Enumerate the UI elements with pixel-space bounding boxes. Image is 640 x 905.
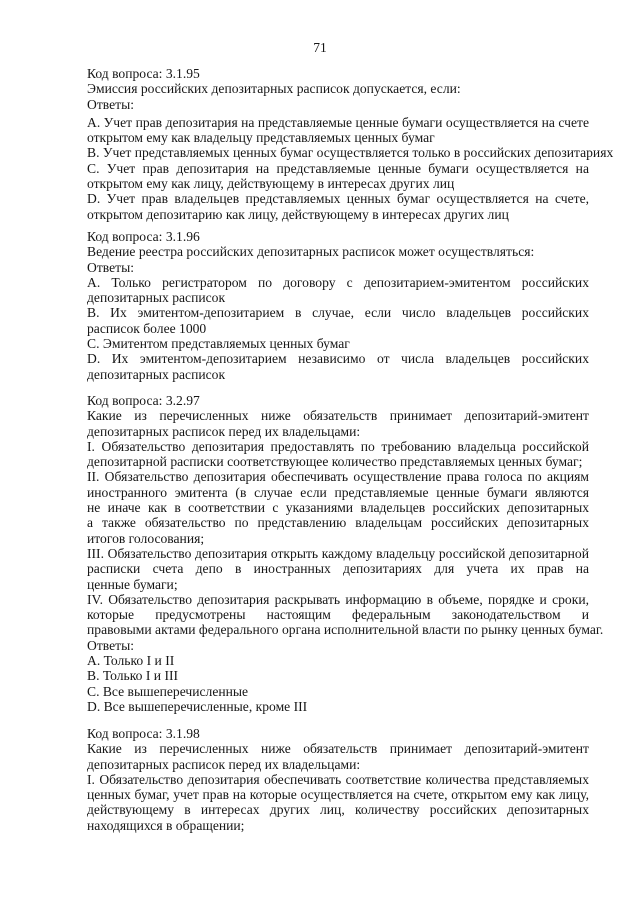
answer-option-b: B. Только I и III: [87, 668, 179, 684]
question-block: [87, 66, 614, 222]
question-code: Код вопроса: 3.1.96: [87, 229, 200, 244]
statement-i: I. Обязательство депозитария предоставлять по требованию владельца российской депозитарной расписки соответствующее количество представляемых ценных бумаг;: [87, 438, 589, 470]
answers-label: Ответы:: [87, 96, 134, 112]
statement-iii: III. Обязательство депозитария открыть каждому владельцу российской депозитарной расписки счета депо в иностранных депозитариях для учета их прав на ценные бумаги;: [87, 545, 589, 592]
question-text: Эмиссия российских депозитарных расписок допускается, если:: [87, 81, 461, 97]
question-block: [87, 393, 604, 714]
answers-label: Ответы:: [87, 259, 134, 275]
answer-option-b: B. Учет представляемых ценных бумаг осуществляется только в российских депозитариях: [87, 145, 614, 161]
question-text: Какие из перечисленных ниже обязательств принимает депозитарий-эмитент депозитарных расписок перед их владельцами:: [87, 408, 589, 439]
question-code: Код вопроса: 3.1.95: [87, 66, 200, 81]
answer-option-d: D. Учет прав владельцев представляемых ценных бумаг осуществляется на счете, открытом депозитарию как лицу, действующему в интересах других лиц: [87, 191, 589, 222]
answer-option-d: D. Все вышеперечисленные, кроме III: [87, 698, 308, 714]
question-code: Код вопроса: 3.1.98: [87, 726, 200, 741]
answer-option-c: C. Учет прав депозитария на представляемые ценные бумаги осуществляется на открытом ему как лицу, действующему в интересах других лиц: [87, 160, 589, 192]
statement-iv: IV. Обязательство депозитария раскрывать информацию в объеме, порядке и сроки, которые предусмотрены настоящим федеральным законодательством и правовыми актами федерального органа исполнительной власти по рынку ценных бумаг.: [87, 591, 604, 638]
answer-option-a: A. Только I и II: [87, 653, 175, 669]
answer-option-c: C. Все вышеперечисленные: [87, 683, 249, 699]
question-block: [87, 229, 589, 382]
question-text: Ведение реестра российских депозитарных расписок может осуществляться:: [87, 244, 535, 260]
question-code: Код вопроса: 3.2.97: [87, 393, 200, 408]
question-block: [87, 726, 589, 833]
answer-option-b: B. Их эмитентом-депозитарием в случае, если число владельцев российских расписок более 1000: [87, 305, 589, 336]
answer-option-d: D. Их эмитентом-депозитарием независимо от числа владельцев российских депозитарных расписок: [87, 351, 589, 382]
statement-ii: II. Обязательство депозитария обеспечивать осуществление права голоса по акциям иностранного эмитента (в случае если представляемые ценные бумаги являются не иначе как в соответствии с указаниями владельцев российских депозитарных а также обязательство по представлению владельцам российских депозитарных итогов голосования;: [87, 469, 589, 546]
statement-i: I. Обязательство депозитария обеспечивать соответствие количества представляемых ценных бумаг, учет прав на которые осуществляется на счете, открытом ему как лицу, действующему в интересах других лиц, количеству российских депозитарных находящихся в обращении;: [87, 771, 589, 833]
answers-label: Ответы:: [87, 637, 134, 653]
page-number: 71: [313, 40, 327, 55]
question-text: Какие из перечисленных ниже обязательств принимает депозитарий-эмитент депозитарных расписок перед их владельцами:: [87, 741, 589, 772]
answer-option-a: A. Только регистратором по договору с депозитарием-эмитентом российских депозитарных расписок: [87, 274, 589, 306]
answer-option-c: C. Эмитентом представляемых ценных бумаг: [87, 336, 350, 352]
answer-option-a: A. Учет прав депозитария на представляемые ценные бумаги осуществляется на счете открытом ему как владельцу представляемых ценных бумаг: [87, 114, 589, 146]
